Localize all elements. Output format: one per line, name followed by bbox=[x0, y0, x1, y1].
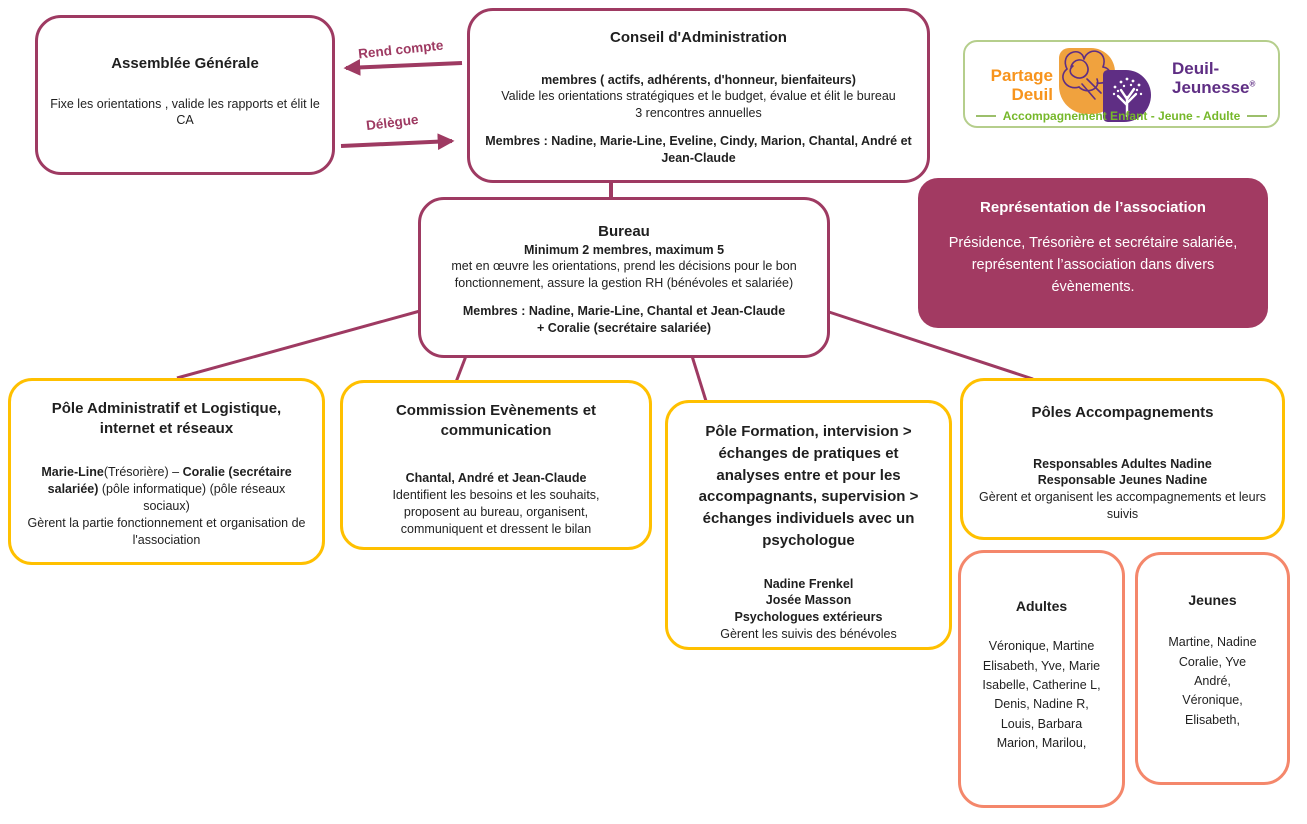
text-line: Gèrent et organisent les accompagnements et leurs suivis bbox=[979, 490, 1266, 522]
text-line: Membres : Nadine, Marie-Line, Eveline, Cindy, Marion, Chantal, André et Jean-Claude bbox=[485, 134, 912, 165]
text-line: Isabelle, Catherine L, bbox=[982, 677, 1101, 692]
representation-title: Représentation de l’association bbox=[980, 199, 1206, 216]
logo-partage-word: Partage bbox=[990, 66, 1053, 85]
commission-evenements-title: Commission Evènements et communication bbox=[395, 402, 597, 439]
text-line: 3 rencontres annuelles bbox=[635, 106, 762, 121]
jeunes-body bbox=[1146, 633, 1279, 730]
text-line: Martine, Nadine bbox=[1168, 635, 1257, 650]
text-line: Chantal, André et Jean-Claude bbox=[405, 471, 587, 485]
pole-administratif-box bbox=[8, 378, 325, 565]
assemblee-generale-box bbox=[35, 15, 335, 175]
bureau-box bbox=[418, 197, 830, 358]
arrow-delegue bbox=[341, 141, 452, 146]
text-line: Véronique, bbox=[1182, 693, 1243, 708]
logo-tagline bbox=[965, 109, 1278, 123]
text-line: Gèrent la partie fonctionnement et organisation de l'association bbox=[27, 515, 306, 547]
text-line: Gèrent les suivis des bénévoles bbox=[720, 627, 897, 642]
text-line: Marie-Line(Trésorière) – Coralie (secrétaire salariée) (pôle informatique) (pôle réseaux sociaux) bbox=[41, 465, 292, 513]
text-line: Elisabeth, bbox=[1185, 712, 1240, 727]
pole-formation-body bbox=[686, 576, 931, 644]
text-line: Responsable Jeunes Nadine bbox=[1037, 473, 1208, 488]
text-line: Elisabeth, Yve, Marie bbox=[982, 658, 1101, 673]
text-line: + Coralie (secrétaire salariée) bbox=[536, 321, 712, 335]
bureau-title: Bureau bbox=[598, 223, 650, 240]
partage-deuil-logo bbox=[963, 40, 1280, 128]
commission-evenements-body bbox=[369, 470, 623, 538]
text-line: Coralie, Yve bbox=[1178, 654, 1247, 669]
text-line bbox=[482, 122, 915, 133]
arrow-rend-compte bbox=[346, 63, 462, 68]
text-line bbox=[436, 292, 812, 303]
assemblee-generale-title: Assemblée Générale bbox=[111, 55, 259, 72]
line-bureau-commission bbox=[456, 356, 466, 382]
tagline-dash-left bbox=[976, 115, 996, 117]
text-line: Responsables Adultes Nadine bbox=[1033, 456, 1212, 471]
logo-deuil-word: Deuil bbox=[1011, 85, 1053, 105]
text-line: Présidence, Trésorière et secrétaire salariée, représentent l’association dans divers évènements. bbox=[948, 234, 1238, 296]
text-line: Marion, Marilou, bbox=[996, 736, 1087, 751]
pole-formation-box bbox=[665, 400, 952, 650]
text-line: Valide les orientations stratégiques et le budget, évalue et élit le bureau bbox=[501, 89, 896, 104]
logo-deuil-jeunesse-line2: Jeunesse® bbox=[1172, 77, 1256, 97]
text-line: Minimum 2 membres, maximum 5 bbox=[523, 242, 725, 257]
text-line bbox=[482, 61, 915, 72]
logo-deuil-jeunesse-text bbox=[1172, 60, 1268, 97]
text-line: André, bbox=[1194, 673, 1231, 688]
pole-administratif-body bbox=[26, 464, 307, 548]
arrow-label-delegue: Délègue bbox=[365, 111, 420, 134]
pole-administratif-title: Pôle Administratif et Logistique, internet et réseaux bbox=[51, 400, 282, 437]
adultes-title: Adultes bbox=[1015, 598, 1068, 614]
logo-deuil-jeunesse-line1: Deuil- bbox=[1172, 59, 1220, 78]
text-line: Denis, Nadine R, bbox=[994, 697, 1089, 712]
conseil-administration-title: Conseil d'Administration bbox=[610, 29, 787, 46]
commission-evenements-box bbox=[340, 380, 652, 550]
jeunes-title: Jeunes bbox=[1188, 592, 1237, 608]
text-line: Nadine Frenkel bbox=[763, 576, 854, 591]
representation-box bbox=[918, 178, 1268, 328]
text-line: membres ( actifs, adhérents, d'honneur, bienfaiteurs) bbox=[541, 72, 856, 87]
text-line: Identifient les besoins et les souhaits, proposent au bureau, organisent, communiquent et dressent le bilan bbox=[392, 487, 600, 536]
representation-body bbox=[938, 232, 1248, 299]
text-line: Psychologues extérieurs bbox=[734, 610, 883, 625]
poles-accompagnements-title: Pôles Accompagnements bbox=[1031, 404, 1214, 421]
text-line: met en œuvre les orientations, prend les décisions pour le bon fonctionnement, assure la gestion RH (bénévoles et salariée) bbox=[451, 259, 797, 291]
text-line: Véronique, Martine bbox=[988, 639, 1095, 654]
poles-accompagnements-body bbox=[978, 445, 1267, 524]
registered-mark: ® bbox=[1249, 79, 1256, 89]
arrow-label-rend-compte: Rend compte bbox=[357, 37, 445, 62]
line-bureau-pole-formation bbox=[692, 356, 706, 401]
text-line: Membres : Nadine, Marie-Line, Chantal et Jean-Claude bbox=[462, 304, 786, 319]
poles-accompagnements-box bbox=[960, 378, 1285, 540]
conseil-administration-body bbox=[482, 61, 915, 167]
assemblee-generale-body bbox=[50, 96, 320, 130]
pole-formation-title: Pôle Formation, intervision > échanges de pratiques et analyses entre et pour les accompagnants, supervision > échanges individuels avec un psychologue bbox=[698, 423, 919, 549]
conseil-administration-box bbox=[467, 8, 930, 183]
line-bureau-pole-admin bbox=[177, 311, 420, 378]
text-line: Josée Masson bbox=[765, 593, 852, 608]
tagline-text: Accompagnement Enfant - Jeune - Adulte bbox=[1002, 109, 1241, 123]
adultes-body bbox=[970, 637, 1113, 753]
text-line: Fixe les orientations , valide les rapports et élit le CA bbox=[50, 96, 320, 128]
jeunes-box bbox=[1135, 552, 1290, 785]
text-line: Louis, Barbara bbox=[1000, 716, 1083, 731]
text-line bbox=[978, 445, 1267, 456]
adultes-box bbox=[958, 550, 1125, 808]
bureau-body bbox=[436, 242, 812, 337]
tagline-dash-right bbox=[1247, 115, 1267, 117]
